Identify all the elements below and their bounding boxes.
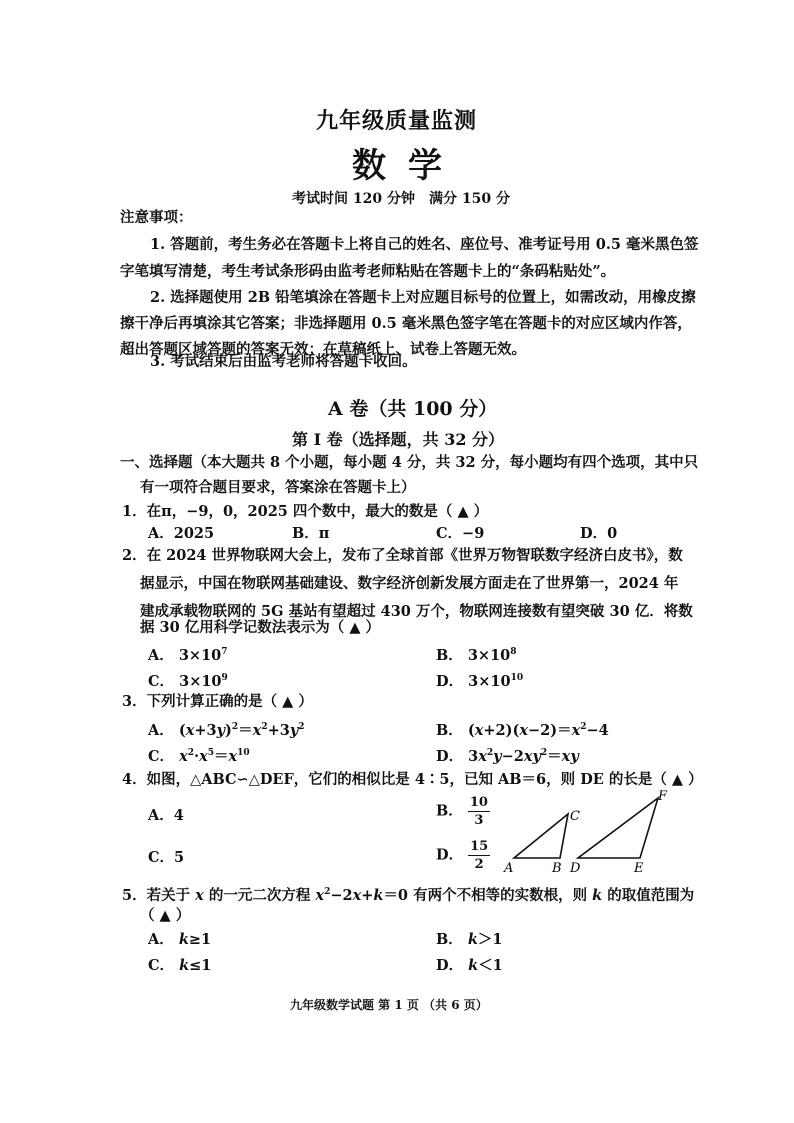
vertex-label-e: E (634, 861, 644, 876)
q4-option-a: A．4 (148, 807, 184, 824)
fraction-15-2: $\frac{15}{2}$ (470, 839, 489, 872)
notice-heading: 注意事项： (120, 209, 193, 226)
question-3-stem: 3．下列计算正确的是（ ▲ ） (122, 693, 313, 710)
page-footer: 九年级数学试题 第 1 页 （共 6 页） (290, 998, 488, 1012)
q1-option-a: A．2025 (148, 525, 215, 542)
q5-option-a: A． k≥1 (148, 931, 212, 948)
q2-option-c: C． $3\times 10^9$ (148, 672, 228, 690)
notice-line: 1. 答题前，考生务必在答题卡上将自己的姓名、座位号、准考证号用 0.5 毫米黑色签 (150, 236, 699, 253)
section-a-heading: A 卷（共 100 分） (328, 398, 498, 420)
notice-line: 字笔填写清楚，考生考试条形码由监考老师粘贴在答题卡上的“条码粘贴处”。 (120, 263, 616, 280)
question-2-line: 据 30 亿用科学记数法表示为（ ▲ ） (140, 619, 381, 636)
notice-line: 擦干净后再填涂其它答案；非选择题用 0.5 毫米黑色签字笔在答题卡的对应区域内作答， (120, 315, 692, 332)
q2-option-a: A． $3\times 10^7$ (148, 646, 228, 664)
triangle-def (578, 798, 658, 858)
q3-option-c: C． $x^2\cdot x^5=x^{10}$ (148, 747, 250, 765)
question-5-stem: 5．若关于 x 的一元二次方程 $x^2-2x+k=0$ 有两个不相等的实数根，则 k 的取值范围为 (122, 886, 695, 904)
instructions-line: 有一项符合题目要求，答案涂在答题卡上） (140, 479, 416, 496)
q4-option-d: D． $\frac{15}{2}$ (436, 839, 489, 872)
fraction-10-3: $\frac{10}{3}$ (469, 795, 488, 828)
q1-option-c: C．−9 (436, 525, 485, 542)
notice-line: 超出答题区域答题的答案无效；在草稿纸上、试卷上答题无效。 (120, 341, 526, 358)
exam-info: 考试时间 120 分钟 满分 150 分 (292, 191, 510, 207)
question-2-line: 建成承载物联网的 5G 基站有望超过 430 万个，物联网连接数有望突破 30 亿．将数 (140, 603, 693, 620)
vertex-label-c: C (570, 809, 580, 824)
vertex-label-f: F (658, 789, 668, 804)
q1-option-d: D．0 (580, 525, 618, 542)
triangle-abc (514, 814, 568, 858)
q2-option-d: D． $3\times 10^{10}$ (436, 672, 524, 690)
question-2-line: 2．在 2024 世界物联网大会上，发布了全球首部《世界万物智联数字经济白皮书》，数 (122, 547, 683, 564)
similar-triangles-figure (500, 788, 680, 878)
q1-option-b: B．π (292, 525, 330, 542)
part-1-heading: 第 I 卷（选择题，共 32 分） (292, 430, 505, 449)
notice-line: 3. 考试结束后由监考老师将答题卡收回。 (150, 353, 417, 370)
question-2-line: 据显示，中国在物联网基础建设、数字经济创新发展方面走在了世界第一，2024 年 (140, 575, 679, 592)
vertex-label-b: B (552, 861, 562, 876)
subject-title: 数学 (352, 146, 464, 186)
q2-option-b: B． $3\times 10^8$ (436, 646, 517, 664)
q3-option-b: B． $(x+2)(x-2)=x^2-4$ (436, 721, 609, 739)
q5-option-d: D． k＜1 (436, 957, 503, 974)
notice-line: 2. 选择题使用 2B 铅笔填涂在答题卡上对应题目标号的位置上，如需改动，用橡皮擦 (150, 289, 696, 306)
q3-option-a: A． $(x+3y)^2=x^2+3y^2$ (148, 721, 305, 739)
q5-option-b: B． k＞1 (436, 931, 503, 948)
vertex-label-d: D (570, 861, 581, 876)
vertex-label-a: A (504, 861, 514, 876)
exam-title: 九年级质量监测 (316, 108, 478, 134)
instructions-line: 一、选择题（本大题共 8 个小题，每小题 4 分，共 32 分，每小题均有四个选项，其中只 (120, 454, 699, 471)
q4-option-c: C．5 (148, 849, 185, 866)
question-5-stem-line2: （ ▲ ） (140, 907, 191, 924)
q5-option-c: C． k≤1 (148, 957, 212, 974)
question-1-stem: 1．在π，−9，0，2025 四个数中，最大的数是（ ▲ ） (122, 503, 489, 520)
q3-option-d: D． $3x^2y-2xy^2=xy$ (436, 747, 579, 765)
question-4-stem: 4．如图，△ABC∽△DEF，它们的相似比是 4∶5，已知 AB＝6，则 DE 的长是（ ▲ ） (122, 771, 703, 788)
q4-option-b: B． $\frac{10}{3}$ (436, 795, 488, 828)
